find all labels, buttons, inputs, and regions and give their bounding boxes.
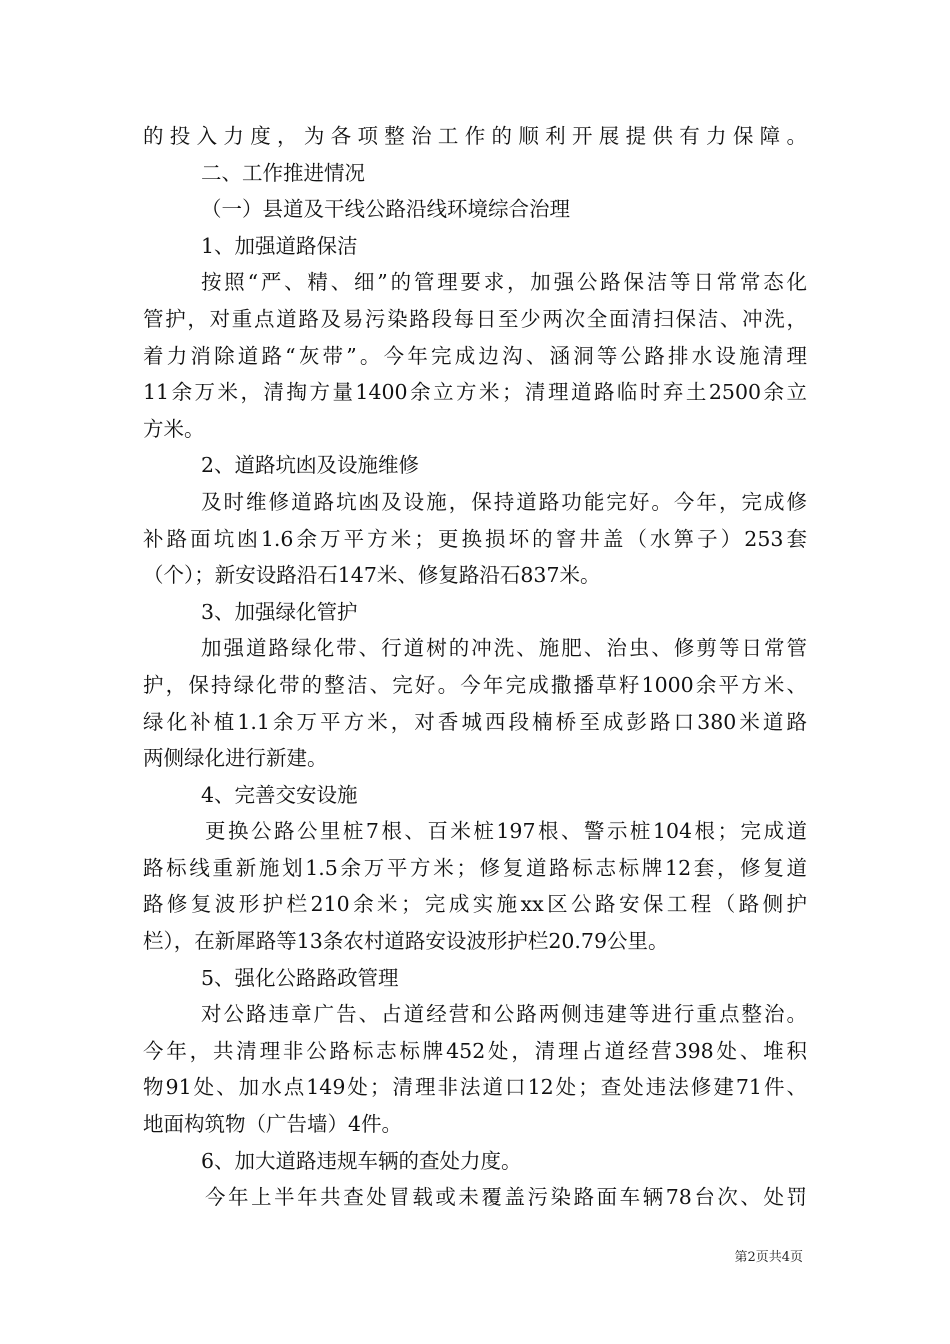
paragraph-line: 着力消除道路“灰带”。今年完成边沟、涵洞等公路排水设施清理 xyxy=(143,343,807,368)
item-heading: 5、强化公路路政管理 xyxy=(201,965,399,990)
paragraph-line: 栏），在新犀路等13条农村道路安设波形护栏20.79公里。 xyxy=(143,929,669,954)
paragraph-line: 按照“严、精、细”的管理要求，加强公路保洁等日常常态化 xyxy=(201,270,807,295)
item-heading: 6、加大道路违规车辆的查处力度。 xyxy=(201,1148,522,1173)
paragraph-line: 今年，共清理非公路标志标牌452处，清理占道经营398处、堆积 xyxy=(143,1038,807,1063)
paragraph-line: 路标线重新施划1.5余万平方米；修复道路标志标牌12套，修复道 xyxy=(143,855,807,880)
paragraph-line: 绿化补植1.1余万平方米，对香城西段楠桥至成彭路口380米道路 xyxy=(143,709,807,734)
page-number: 第2页共4页 xyxy=(734,1250,803,1265)
paragraph-line: 及时维修道路坑凼及设施，保持道路功能完好。今年，完成修 xyxy=(201,489,807,514)
document-body xyxy=(143,118,807,1216)
paragraph-line: （个）；新安设路沿石147米、修复路沿石837米。 xyxy=(143,563,601,588)
paragraph-line: 的投入力度，为各项整治工作的顺利开展提供有力保障。 xyxy=(143,124,807,148)
paragraph-line: 补路面坑凼1.6余万平方米；更换损坏的窨井盖（水箅子）253套 xyxy=(143,526,807,551)
paragraph-line: 方米。 xyxy=(143,416,205,441)
subsection-heading: （一）县道及干线公路沿线环境综合治理 xyxy=(201,197,570,222)
item-heading: 4、完善交安设施 xyxy=(201,782,358,807)
paragraph-line: 管护，对重点道路及易污染路段每日至少两次全面清扫保洁、冲洗， xyxy=(143,306,807,331)
paragraph-line: 物91处、加水点149处；清理非法道口12处；查处违法修建71件、 xyxy=(143,1075,807,1100)
paragraph-line: 今年上半年共查处冒载或未覆盖污染路面车辆78台次、处罚 xyxy=(205,1185,807,1210)
paragraph-line: 更换公路公里桩7根、百米桩197根、警示桩104根；完成道 xyxy=(205,819,807,844)
item-heading: 1、加强道路保洁 xyxy=(201,233,358,258)
section-heading: 二、工作推进情况 xyxy=(201,160,365,185)
paragraph-line: 11余万米，清掏方量1400余立方米；清理道路临时弃土2500余立 xyxy=(143,380,807,405)
item-heading: 3、加强绿化管护 xyxy=(201,599,358,624)
paragraph-line: 地面构筑物（广告墙）4件。 xyxy=(143,1112,403,1137)
paragraph-line: 两侧绿化进行新建。 xyxy=(143,746,328,771)
item-heading: 2、道路坑凼及设施维修 xyxy=(201,453,420,478)
paragraph-line: 对公路违章广告、占道经营和公路两侧违建等进行重点整治。 xyxy=(201,1002,807,1027)
paragraph-line: 加强道路绿化带、行道树的冲洗、施肥、治虫、修剪等日常管 xyxy=(201,636,807,661)
paragraph-line: 护，保持绿化带的整洁、完好。今年完成撒播草籽1000余平方米、 xyxy=(143,672,807,697)
paragraph-line: 路修复波形护栏210余米；完成实施xx区公路安保工程（路侧护 xyxy=(143,892,807,917)
